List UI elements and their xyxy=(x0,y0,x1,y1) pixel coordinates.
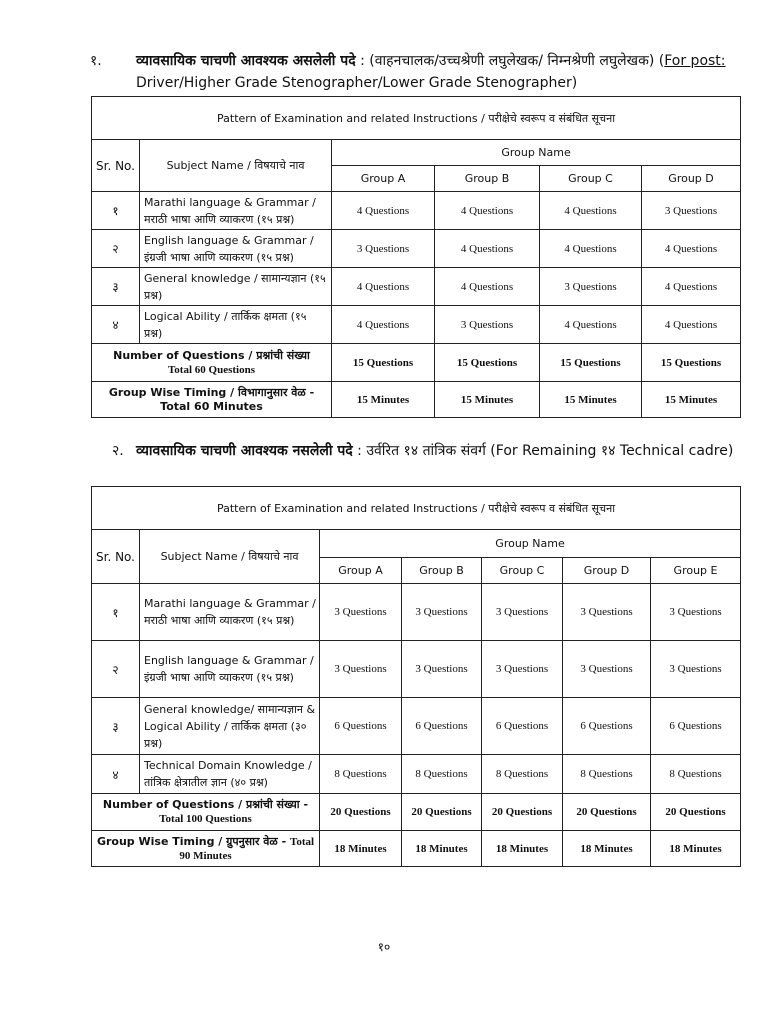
sr-cell: ४ xyxy=(92,306,140,344)
value-cell: 6 Questions xyxy=(563,698,651,755)
group-header: Group B xyxy=(435,166,540,192)
total-cell: 20 Questions xyxy=(320,794,402,831)
total-questions-label xyxy=(92,794,320,831)
value-cell: 3 Questions xyxy=(563,584,651,641)
subject-cell: English language & Grammar / इंग्रजी भाषा आणि व्याकरण (१५ प्रश्न) xyxy=(140,641,320,698)
value-cell: 4 Questions xyxy=(332,192,435,230)
value-cell: 3 Questions xyxy=(320,641,402,698)
value-cell: 3 Questions xyxy=(402,584,482,641)
timing-cell: 18 Minutes xyxy=(402,831,482,867)
sr-no-header: Sr. No. xyxy=(92,530,140,584)
sr-cell: ४ xyxy=(92,755,140,794)
group-header: Group C xyxy=(482,558,563,584)
sr-cell: ३ xyxy=(92,698,140,755)
value-cell: 3 Questions xyxy=(482,584,563,641)
timing-cell: 18 Minutes xyxy=(563,831,651,867)
group-header: Group B xyxy=(402,558,482,584)
subject-cell: Logical Ability / तार्किक क्षमता (१५ प्रश्न) xyxy=(140,306,332,344)
subject-cell: General knowledge/ सामान्यज्ञान & Logical Ability / तार्किक क्षमता (३० प्रश्न) xyxy=(140,698,320,755)
table-2-title: Pattern of Examination and related Instructions / परीक्षेचे स्वरूप व संबंधित सूचना xyxy=(92,487,741,530)
page-number: १० xyxy=(377,940,391,954)
section-2-title-rest: : उर्वरित १४ तांत्रिक संवर्ग (For Remaining १४ Technical cadre) xyxy=(352,443,734,459)
sr-cell: २ xyxy=(92,641,140,698)
value-cell: 8 Questions xyxy=(563,755,651,794)
value-cell: 3 Questions xyxy=(563,641,651,698)
value-cell: 3 Questions xyxy=(402,641,482,698)
table-1-title: Pattern of Examination and related Instructions / परीक्षेचे स्वरूप व संबंधित सूचना xyxy=(92,97,741,140)
total-cell: 20 Questions xyxy=(563,794,651,831)
value-cell: 8 Questions xyxy=(320,755,402,794)
value-cell: 8 Questions xyxy=(482,755,563,794)
total-label-text: Number of Questions / प्रश्नांची संख्या - xyxy=(102,798,309,811)
value-cell: 6 Questions xyxy=(482,698,563,755)
table-row xyxy=(92,268,741,306)
timing-cell: 18 Minutes xyxy=(482,831,563,867)
total-questions-label xyxy=(92,344,332,382)
timing-row xyxy=(92,382,741,418)
table-row xyxy=(92,584,741,641)
total-questions-row xyxy=(92,344,741,382)
total-sub-text: Total 100 Questions xyxy=(159,813,252,825)
timing-cell: 15 Minutes xyxy=(332,382,435,418)
value-cell: 3 Questions xyxy=(651,641,741,698)
table-row xyxy=(92,192,741,230)
group-name-header: Group Name xyxy=(332,140,741,166)
timing-cell: 15 Minutes xyxy=(540,382,642,418)
total-questions-row xyxy=(92,794,741,831)
subject-cell: Marathi language & Grammar / मराठी भाषा आणि व्याकरण (१५ प्रश्न) xyxy=(140,584,320,641)
group-name-header: Group Name xyxy=(320,530,741,558)
group-header: Group D xyxy=(563,558,651,584)
table-row xyxy=(92,698,741,755)
total-cell: 20 Questions xyxy=(402,794,482,831)
value-cell: 8 Questions xyxy=(402,755,482,794)
group-header: Group A xyxy=(320,558,402,584)
value-cell: 3 Questions xyxy=(332,230,435,268)
section-1-number: १. xyxy=(90,53,102,69)
section-1-title-bold: व्यावसायिक चाचणी आवश्यक असलेली पदे xyxy=(136,53,356,69)
sr-cell: ३ xyxy=(92,268,140,306)
group-header: Group A xyxy=(332,166,435,192)
table-row xyxy=(92,641,741,698)
total-cell: 15 Questions xyxy=(435,344,540,382)
timing-label-main: Group Wise Timing / ग्रुपनुसार वेळ - xyxy=(96,834,290,848)
group-header: Group E xyxy=(651,558,741,584)
value-cell: 6 Questions xyxy=(402,698,482,755)
table-row xyxy=(92,306,741,344)
section-1-title-rest: : (वाहनचालक/उच्चश्रेणी लघुलेखक/ निम्नश्रेणी लघुलेखक) ( xyxy=(355,53,665,69)
subject-cell: English language & Grammar / इंग्रजी भाषा आणि व्याकरण (१५ प्रश्न) xyxy=(140,230,332,268)
value-cell: 8 Questions xyxy=(651,755,741,794)
value-cell: 4 Questions xyxy=(540,192,642,230)
value-cell: 3 Questions xyxy=(642,192,741,230)
group-header: Group D xyxy=(642,166,741,192)
section-2-title xyxy=(136,440,736,462)
value-cell: 3 Questions xyxy=(320,584,402,641)
subject-cell: Technical Domain Knowledge / तांत्रिक क्षेत्रातील ज्ञान (४० प्रश्न) xyxy=(140,755,320,794)
value-cell: 4 Questions xyxy=(642,230,741,268)
total-cell: 15 Questions xyxy=(332,344,435,382)
value-cell: 3 Questions xyxy=(651,584,741,641)
sr-cell: १ xyxy=(92,192,140,230)
subject-cell: General knowledge / सामान्यज्ञान (१५ प्रश्न) xyxy=(140,268,332,306)
section-2-number: २. xyxy=(112,443,124,459)
sr-cell: २ xyxy=(92,230,140,268)
value-cell: 4 Questions xyxy=(332,268,435,306)
value-cell: 4 Questions xyxy=(435,230,540,268)
subject-cell: Marathi language & Grammar / मराठी भाषा आणि व्याकरण (१५ प्रश्न) xyxy=(140,192,332,230)
timing-cell: 15 Minutes xyxy=(642,382,741,418)
value-cell: 3 Questions xyxy=(435,306,540,344)
sr-cell: १ xyxy=(92,584,140,641)
for-post-label: For post: xyxy=(664,53,726,69)
value-cell: 3 Questions xyxy=(540,268,642,306)
subject-name-header: Subject Name / विषयाचे नाव xyxy=(140,530,320,584)
value-cell: 3 Questions xyxy=(482,641,563,698)
value-cell: 4 Questions xyxy=(642,268,741,306)
subject-name-header: Subject Name / विषयाचे नाव xyxy=(140,140,332,192)
timing-cell: 18 Minutes xyxy=(651,831,741,867)
section-1-title xyxy=(136,50,736,94)
total-label-text: Number of Questions / प्रश्नांची संख्या xyxy=(113,348,310,362)
section-2-title-bold: व्यावसायिक चाचणी आवश्यक नसलेली पदे xyxy=(136,443,353,459)
exam-pattern-table-2 xyxy=(91,486,741,867)
group-header: Group C xyxy=(540,166,642,192)
value-cell: 4 Questions xyxy=(540,306,642,344)
timing-row xyxy=(92,831,741,867)
total-cell: 20 Questions xyxy=(651,794,741,831)
value-cell: 4 Questions xyxy=(642,306,741,344)
exam-pattern-table-1 xyxy=(91,96,741,418)
total-cell: 20 Questions xyxy=(482,794,563,831)
value-cell: 6 Questions xyxy=(651,698,741,755)
table-row xyxy=(92,230,741,268)
value-cell: 4 Questions xyxy=(540,230,642,268)
sr-no-header: Sr. No. xyxy=(92,140,140,192)
value-cell: 4 Questions xyxy=(332,306,435,344)
value-cell: 4 Questions xyxy=(435,192,540,230)
total-cell: 15 Questions xyxy=(642,344,741,382)
timing-cell: 15 Minutes xyxy=(435,382,540,418)
timing-label-serif: Total 90 Minutes xyxy=(179,835,315,862)
for-post-text: Driver/Higher Grade Stenographer/Lower Grade Stenographer) xyxy=(136,75,578,91)
table-row xyxy=(92,755,741,794)
total-cell: 15 Questions xyxy=(540,344,642,382)
timing-label xyxy=(92,831,320,867)
timing-label: Group Wise Timing / विभागानुसार वेळ - Total 60 Minutes xyxy=(92,382,332,418)
total-sub-text: Total 60 Questions xyxy=(167,363,255,376)
timing-cell: 18 Minutes xyxy=(320,831,402,867)
value-cell: 6 Questions xyxy=(320,698,402,755)
value-cell: 4 Questions xyxy=(435,268,540,306)
